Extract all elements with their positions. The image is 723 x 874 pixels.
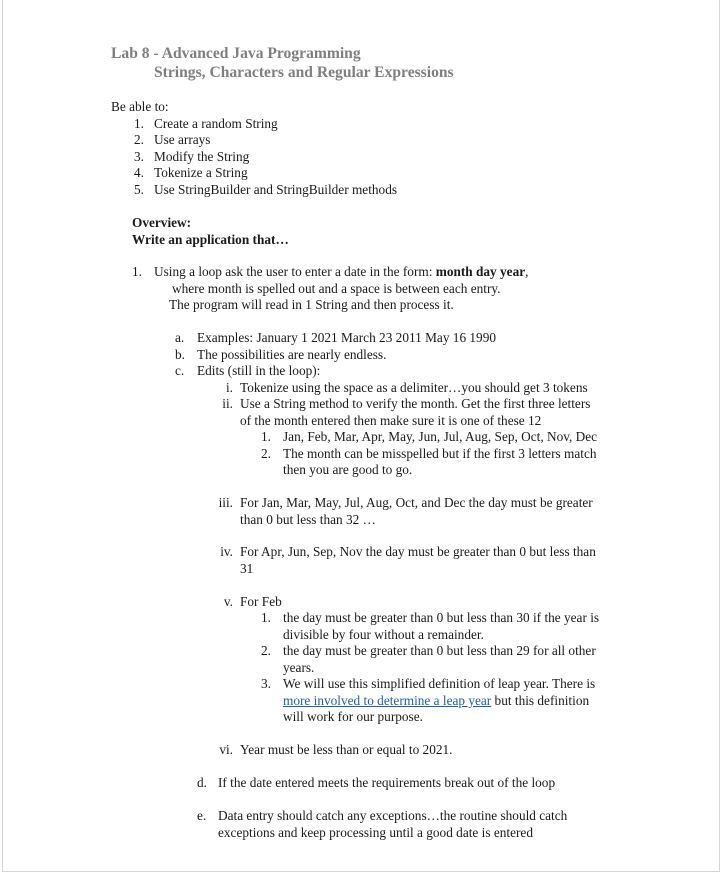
objective-text: Use StringBuilder and StringBuilder methods (154, 182, 398, 197)
step-intro (154, 264, 528, 281)
step-line: The program will read in 1 String and then process it. (169, 297, 454, 312)
objective-item (130, 149, 250, 166)
sub-text: Jan, Feb, Mar, Apr, May, Jun, Jul, Aug, Sep, Oct, Nov, Dec (283, 429, 598, 444)
list-roman: vi. (219, 742, 233, 757)
list-number: 1. (134, 116, 144, 131)
link-trailing-text: but this definition (491, 693, 590, 708)
sub-text-continued: will work for our purpose. (283, 709, 423, 724)
objective-text: Modify the String (154, 149, 250, 164)
sub-item (257, 676, 596, 693)
alpha-text: Examples: January 1 2021 March 23 2011 May 16 1990 (197, 330, 497, 345)
sub-text-continued: divisible by four without a remainder. (283, 627, 484, 642)
list-roman: ii. (222, 396, 233, 411)
sub-text-continued (283, 693, 589, 710)
objective-item (130, 165, 248, 182)
list-number: 2. (134, 132, 144, 147)
list-number: 2. (261, 446, 271, 461)
sub-item (257, 610, 600, 627)
list-number: 2. (261, 643, 271, 658)
overview-heading: Overview: (132, 215, 192, 230)
objective-text: Tokenize a String (154, 165, 248, 180)
document-title: Lab 8 - Advanced Java Programming (111, 45, 361, 62)
document-subtitle: Strings, Characters and Regular Expressions (154, 64, 454, 81)
sub-text-continued: then you are good to go. (283, 462, 413, 477)
list-letter: d. (197, 775, 207, 790)
alpha-text: Edits (still in the loop): (197, 363, 321, 378)
roman-text: For Apr, Jun, Sep, Nov the day must be greater than 0 but less than (240, 544, 596, 559)
roman-text: Year must be less than or equal to 2021. (240, 742, 453, 757)
roman-text-continued: than 0 but less than 32 … (240, 512, 376, 527)
roman-text: For Jan, Mar, May, Jul, Aug, Oct, and Dec the day must be greater (240, 495, 593, 510)
list-roman: iv. (220, 544, 233, 559)
step-intro-end: , (525, 264, 529, 279)
alpha-item (175, 363, 321, 380)
roman-item (200, 742, 453, 759)
list-letter: e. (197, 808, 207, 823)
roman-text-continued: of the month entered then make sure it is one of these 12 (240, 413, 542, 428)
sub-text: the day must be greater than 0 but less than 29 for all other (283, 643, 596, 658)
objective-item (130, 116, 278, 133)
list-roman: iii. (218, 495, 233, 510)
roman-text: Use a String method to verify the month. Get the first three letters (240, 396, 591, 411)
list-number: 4. (134, 165, 144, 180)
be-able-heading: Be able to: (111, 99, 169, 114)
leap-year-link[interactable]: more involved to determine a leap year (283, 693, 492, 708)
list-number: 3. (261, 676, 271, 691)
roman-item (200, 544, 596, 561)
list-letter: a. (175, 330, 185, 345)
objective-item (130, 182, 398, 199)
roman-text-continued: 31 (240, 561, 254, 576)
sub-text-continued: years. (283, 660, 315, 675)
alpha-item (197, 775, 556, 792)
alpha-item (197, 808, 568, 825)
sub-item (257, 446, 597, 463)
sub-item (257, 643, 596, 660)
roman-text: Tokenize using the space as a delimiter…you should get 3 tokens (240, 380, 588, 395)
step-intro-text: Using a loop ask the user to enter a date in the form: (154, 264, 436, 279)
sub-item (257, 429, 598, 446)
list-roman: i. (225, 380, 233, 395)
roman-item (200, 396, 591, 413)
objective-text: Use arrays (154, 132, 211, 147)
list-number: 1. (261, 429, 271, 444)
list-number: 3. (134, 149, 144, 164)
overview-subheading: Write an application that… (132, 232, 289, 247)
sub-text: We will use this simplified definition of leap year. There is (283, 676, 596, 691)
roman-item (200, 495, 593, 512)
alpha-text: Data entry should catch any exceptions…the routine should catch (218, 808, 568, 823)
alpha-item (175, 347, 387, 364)
roman-item (200, 380, 588, 397)
alpha-item (175, 330, 497, 347)
list-number: 5. (134, 182, 144, 197)
sub-text: the day must be greater than 0 but less than 30 if the year is (283, 610, 600, 625)
step-intro-bold: month day year (435, 264, 526, 279)
list-letter: c. (175, 363, 185, 378)
sub-text: The month can be misspelled but if the first 3 letters match (283, 446, 597, 461)
alpha-text-continued: exceptions and keep processing until a good date is entered (218, 825, 533, 840)
roman-text: For Feb (240, 594, 282, 609)
alpha-text: The possibilities are nearly endless. (197, 347, 387, 362)
list-letter: b. (175, 347, 185, 362)
objective-item (130, 132, 211, 149)
objective-text: Create a random String (154, 116, 278, 131)
alpha-text: If the date entered meets the requirements break out of the loop (218, 775, 556, 790)
list-number: 1. (261, 610, 271, 625)
step-line: where month is spelled out and a space is between each entry. (172, 281, 501, 296)
list-roman: v. (223, 594, 233, 609)
step-number: 1. (132, 264, 142, 279)
roman-item (200, 594, 282, 611)
